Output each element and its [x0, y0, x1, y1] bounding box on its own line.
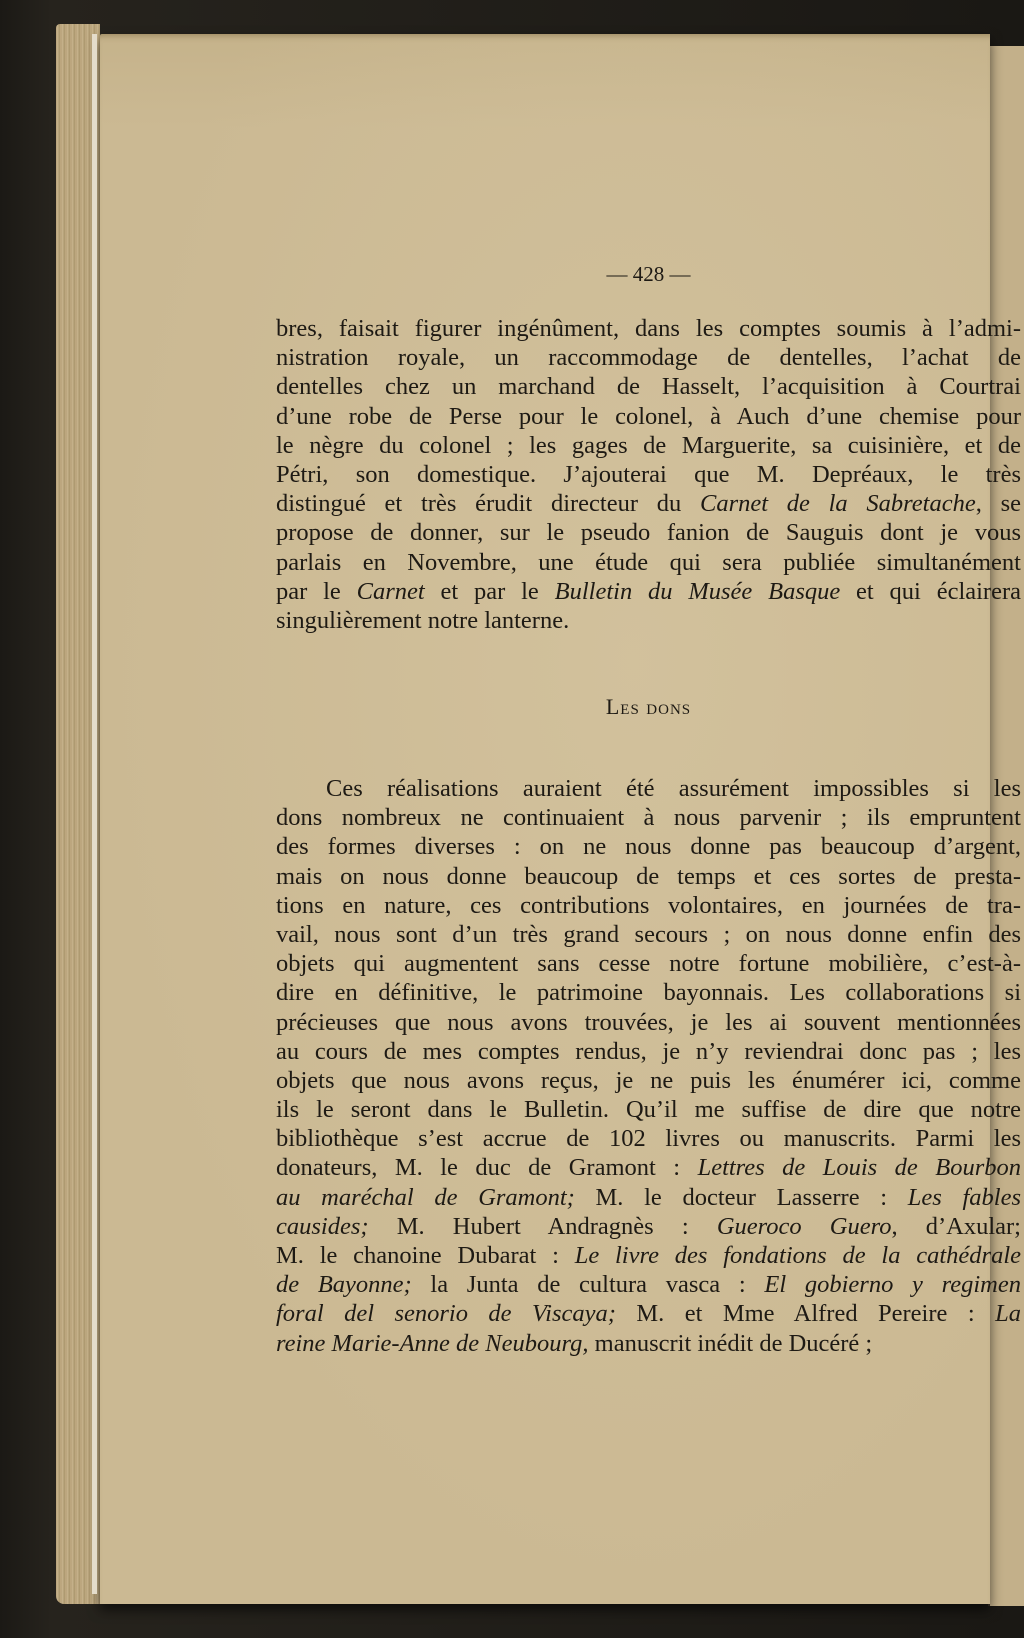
italic-title: de Bayonne; — [276, 1271, 412, 1299]
text-line — [276, 1008, 1021, 1037]
text-line — [276, 803, 1021, 832]
italic-title: Gueroco Guero — [716, 1212, 892, 1240]
text-line — [276, 314, 1021, 343]
text-line — [276, 1066, 1021, 1095]
text-line — [276, 1270, 1021, 1299]
text-line — [276, 978, 1021, 1007]
italic-title: Les fables — [907, 1183, 1022, 1211]
text-run: M. et Mme Alfred Pereire : — [615, 1300, 996, 1328]
text-line — [276, 343, 1021, 372]
text-run: M. le chanoine Dubarat : — [276, 1242, 575, 1269]
text-line — [276, 920, 1021, 949]
text-run: dentelles chez un marchand de Hasselt, l’acquisition à Courtrai — [276, 373, 1021, 401]
text-run: , se — [975, 490, 1021, 518]
text-line — [276, 862, 1021, 891]
text-run: au cours de mes comptes rendus, je n’y reviendrai donc pas ; les — [276, 1037, 1021, 1065]
text-run: Pétri, son domestique. J’ajouterai que M. Depréaux, le très — [276, 460, 1021, 488]
italic-title: foral del senorio de Viscaya; — [276, 1300, 616, 1328]
text-line — [276, 1124, 1021, 1153]
italic-title: au maréchal de Gramont; — [276, 1183, 575, 1211]
text-line — [276, 402, 1021, 431]
text-line — [276, 1095, 1021, 1124]
italic-title: reine Marie-Anne de Neubourg, — [276, 1329, 589, 1357]
text-run: parlais en Novembre, une étude qui sera publiée simultanément — [276, 548, 1021, 576]
text-line — [276, 1241, 1021, 1270]
text-run: objets que nous avons reçus, je ne puis les énumérer ici, comme — [276, 1066, 1021, 1094]
text-run: par le — [276, 577, 357, 605]
italic-title: Le livre des fondations de la cathédrale — [574, 1242, 1022, 1269]
text-line — [276, 1037, 1021, 1066]
text-run: M. le docteur Lasserre : — [574, 1183, 908, 1211]
text-run: manuscrit inédit de Ducéré ; — [588, 1329, 873, 1357]
text-run: mais on nous donne beaucoup de temps et ces sortes de presta- — [276, 862, 1021, 890]
text-run: tions en nature, ces contributions volontaires, en journées de tra- — [276, 891, 1021, 919]
text-line — [276, 372, 1021, 401]
text-line — [276, 1212, 1021, 1241]
text-run: distingué et très érudit directeur du — [276, 490, 700, 518]
text-run: dons nombreux ne continuaient à nous parvenir ; ils empruntent — [276, 804, 1021, 832]
text-line — [276, 489, 1021, 518]
text-run: M. Hubert Andragnès : — [368, 1212, 717, 1240]
text-run: nistration royale, un raccommodage de dentelles, l’achat de — [276, 344, 1021, 372]
text-run: propose de donner, sur le pseudo fanion de Sauguis dont je vous — [276, 519, 1021, 547]
text-run: Ces réalisations auraient été assurément impossibles si les — [326, 775, 1021, 802]
text-run: précieuses que nous avons trouvées, je les ai souvent mentionnées — [276, 1008, 1021, 1036]
text-line — [276, 1153, 1021, 1182]
text-run: la Junta de cultura vasca : — [411, 1271, 765, 1299]
page-gutter-line — [92, 34, 97, 1594]
text-line — [276, 1299, 1021, 1328]
text-run: d’une robe de Perse pour le colonel, à Auch d’une chemise pour — [276, 402, 1021, 430]
paragraph-les-dons — [276, 774, 1021, 1358]
text-line — [276, 1183, 1021, 1212]
text-line — [276, 1329, 1021, 1358]
text-run: des formes diverses : on ne nous donne pas beaucoup d’argent, — [276, 833, 1021, 861]
italic-title: causides; — [276, 1212, 369, 1240]
text-line — [276, 577, 1021, 606]
italic-title: Carnet — [356, 577, 425, 605]
text-run: dire en définitive, le patrimoine bayonnais. Les collaborations si — [276, 979, 1021, 1007]
text-run: ils le seront dans le Bulletin. Qu’il me suffise de dire que notre — [276, 1096, 1021, 1124]
page-number: — 428 — — [606, 262, 691, 286]
text-line — [276, 606, 1021, 635]
text-line — [276, 518, 1021, 547]
text-line — [276, 891, 1021, 920]
italic-title: El gobierno y regimen — [764, 1271, 1021, 1299]
text-run: singulièrement notre lanterne. — [276, 606, 570, 634]
italic-title: La — [995, 1300, 1021, 1328]
text-run: le nègre du colonel ; les gages de Marguerite, sa cuisinière, et de — [276, 431, 1021, 459]
text-run: objets qui augmentent sans cesse notre fortune mobilière, c’est-à- — [276, 950, 1021, 978]
text-line — [276, 774, 1021, 803]
text-run: bibliothèque s’est accrue de 102 livres ou manuscrits. Parmi les — [276, 1125, 1021, 1153]
text-run: bres, faisait figurer ingénûment, dans les comptes soumis à l’admi- — [276, 315, 1021, 342]
text-run: vail, nous sont d’un très grand secours ; on nous donne enfin des — [276, 920, 1021, 948]
italic-title: Lettres de Louis de Bourbon — [697, 1154, 1021, 1182]
italic-title: Bulletin du Musée Basque — [554, 577, 841, 605]
italic-title: Carnet de la Sabretache — [699, 490, 976, 518]
text-run: , d’Axular; — [891, 1212, 1021, 1240]
paragraph-continuation — [276, 314, 1021, 635]
text-line — [276, 949, 1021, 978]
text-line — [276, 548, 1021, 577]
section-heading: Les dons — [605, 694, 692, 719]
text-line — [276, 832, 1021, 861]
text-run: donateurs, M. le duc de Gramont : — [276, 1154, 698, 1182]
text-line — [276, 460, 1021, 489]
book-page — [100, 34, 1022, 1604]
text-run: et qui éclairera — [840, 577, 1021, 605]
text-line — [276, 431, 1021, 460]
text-run: et par le — [424, 577, 555, 605]
